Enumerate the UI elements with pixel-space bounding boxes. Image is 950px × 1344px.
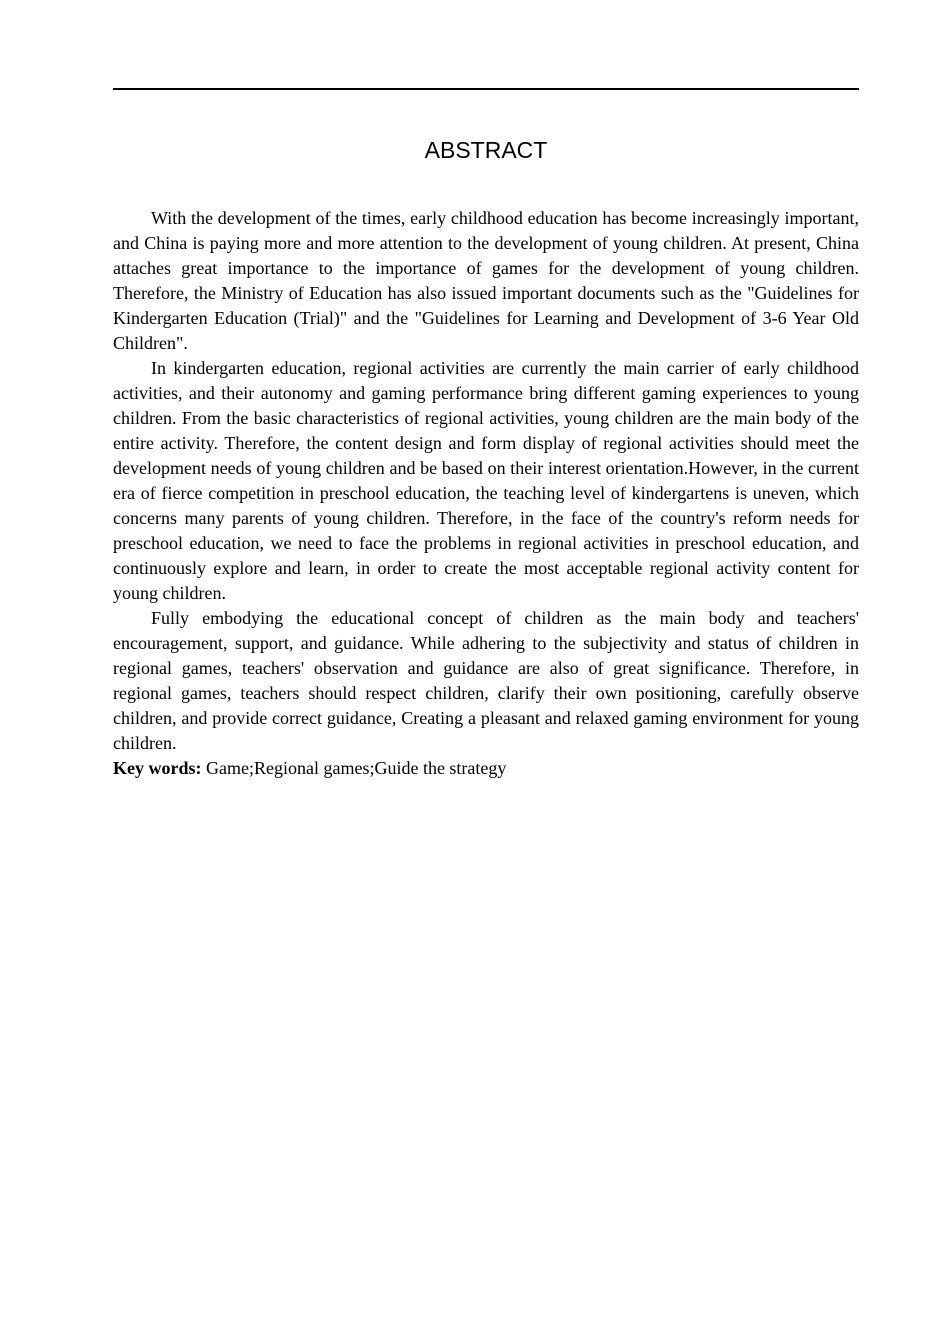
keywords-line — [113, 756, 859, 781]
abstract-title: ABSTRACT — [424, 137, 548, 163]
keywords-label: Key words: — [113, 758, 202, 778]
header-rule — [113, 88, 859, 90]
abstract-paragraph-3: Fully embodying the educational concept of children as the main body and teachers' encouragement, support, and guidance. While adhering to the subjectivity and status of children in regional games, teachers' observation and guidance are also of great significance. Therefore, in regional games, teachers should respect children, clarify their own positioning, carefully observe children, and provide correct guidance, Creating a pleasant and relaxed gaming environment for young children. — [113, 608, 859, 753]
abstract-body — [113, 206, 859, 781]
keywords-value: Game;Regional games;Guide the strategy — [201, 758, 507, 778]
abstract-paragraph-1: With the development of the times, early childhood education has become increasingly important, and China is paying more and more attention to the development of young children. At present, China attaches great importance to the importance of games for the development of young children. Therefore, the Ministry of Education has also issued important documents such as the "Guidelines for Kindergarten Education (Trial)" and the "Guidelines for Learning and Development of 3-6 Year Old Children". — [113, 208, 859, 353]
abstract-paragraph-2: In kindergarten education, regional activities are currently the main carrier of early childhood activities, and their autonomy and gaming performance bring different gaming experiences to young children. From the basic characteristics of regional activities, young children are the main body of the entire activity. Therefore, the content design and form display of regional activities should meet the development needs of young children and be based on their interest orientation.However, in the current era of fierce competition in preschool education, the teaching level of kindergartens is uneven, which concerns many parents of young children. Therefore, in the face of the country's reform needs for preschool education, we need to face the problems in regional activities in preschool education, and continuously explore and learn, in order to create the most acceptable regional activity content for young children. — [113, 358, 859, 603]
